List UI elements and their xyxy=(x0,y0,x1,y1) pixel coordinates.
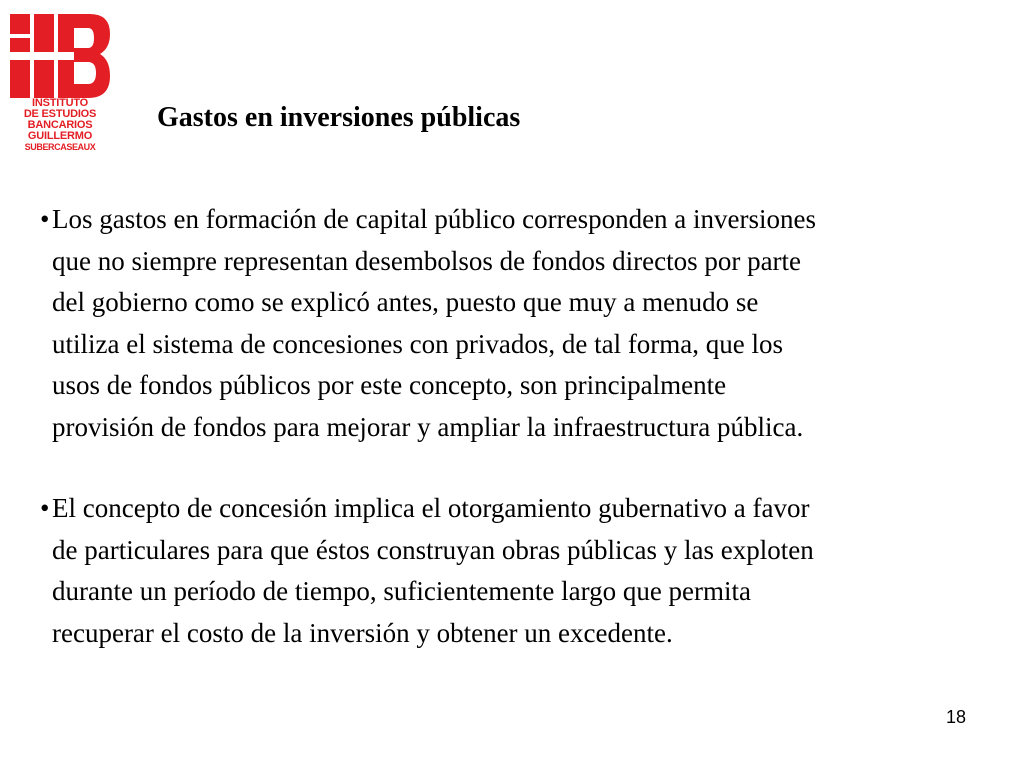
bullet-icon: • xyxy=(40,493,50,523)
bullet-item xyxy=(40,488,1024,654)
bullet-line: que no siempre representan desembolsos de fondos directos por parte xyxy=(52,245,802,276)
bullet-line: Los gastos en formación de capital público corresponden a inversiones xyxy=(52,204,817,234)
bullet-list xyxy=(40,199,1024,654)
institution-logo xyxy=(10,14,110,160)
logo-line: BANCARIOS xyxy=(27,119,93,131)
institution-logo-icon xyxy=(10,14,110,98)
logo-line: DE ESTUDIOS xyxy=(23,108,97,120)
bullet-line: de particulares para que éstos construyan obras públicas y las exploten xyxy=(52,534,814,565)
bullet-line: El concepto de concesión implica el otorgamiento gubernativo a favor xyxy=(52,493,810,523)
logo-line: GUILLERMO xyxy=(27,130,93,142)
logo-line: INSTITUTO xyxy=(31,97,89,109)
bullet-line: utiliza el sistema de concesiones con privados, de tal forma, que los xyxy=(52,328,784,359)
bullet-item xyxy=(40,199,1024,448)
bullet-line: usos de fondos públicos por este concepto, son principalmente xyxy=(52,370,727,400)
slide-title: Gastos en inversiones públicas xyxy=(157,102,521,133)
bullet-line: recuperar el costo de la inversión y obtener un excedente. xyxy=(52,617,673,648)
page-number: 18 xyxy=(945,707,966,727)
bullet-icon: • xyxy=(40,204,50,234)
logo-line: SUBERCASEAUX xyxy=(24,142,96,152)
logo-text xyxy=(10,98,110,153)
bullet-line: del gobierno como se explicó antes, puesto que muy a menudo se xyxy=(52,287,759,317)
bullet-line: durante un período de tiempo, suficientemente largo que permita xyxy=(52,576,752,606)
bullet-line: provisión de fondos para mejorar y ampliar la infraestructura pública. xyxy=(52,411,804,442)
